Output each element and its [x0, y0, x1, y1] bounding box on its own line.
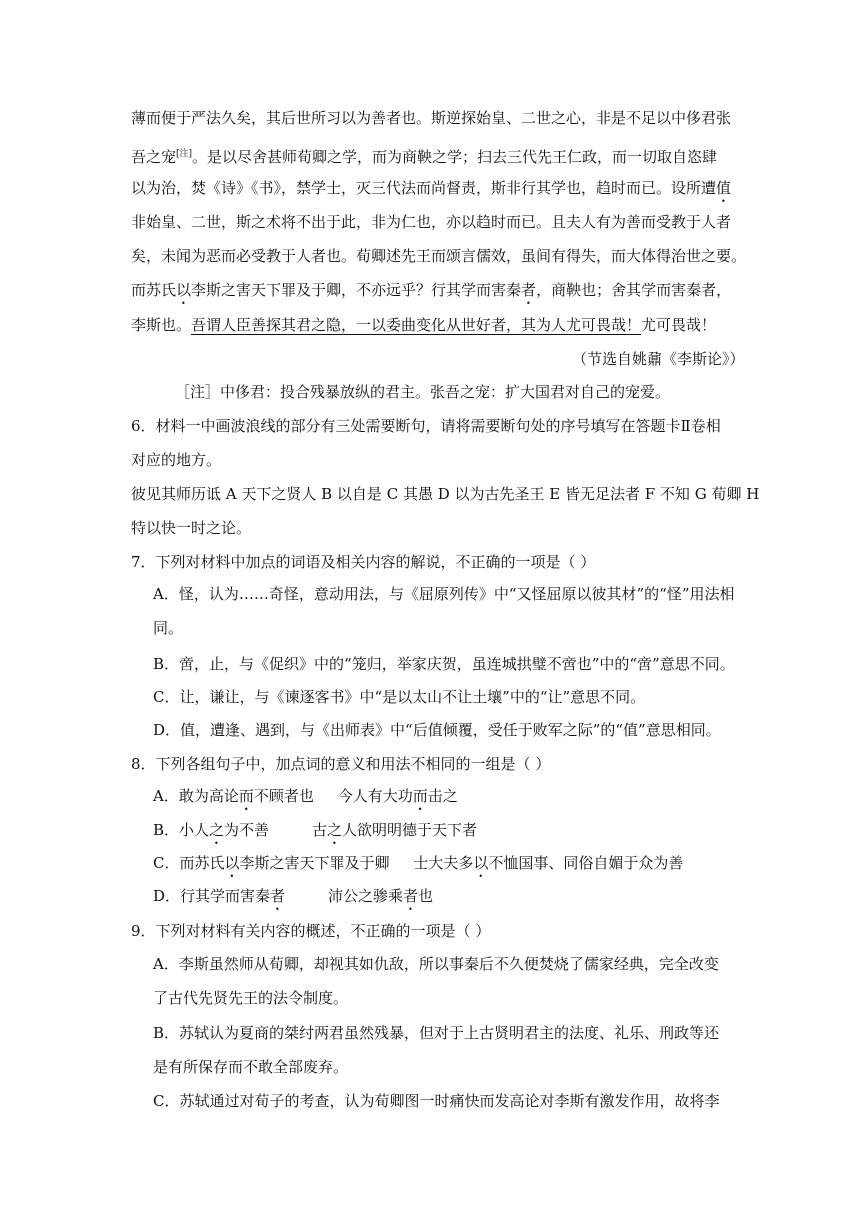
- passage-line-6: 而苏氏以李斯之害天下罪及于卿，不亦远乎？行其学而害秦者，商鞅也；舍其学而害秦者，: [131, 281, 732, 299]
- footnote-marker: [注]: [176, 149, 193, 159]
- q7-option-a-line-2: 同。: [153, 619, 184, 637]
- emphasis-word: 之: [326, 821, 342, 839]
- passage-line-3: 以为治，焚《诗》《书》，禁学士，灭三代法而尚督责，斯非行其学也，趋时而已。设所遭值: [131, 179, 732, 197]
- q8-option-d: D．行其学而害秦者 沛公之骖乘者也: [153, 887, 433, 905]
- emphasis-word: 之: [209, 821, 225, 839]
- q9-option-a-line-2: 了古代先贤先王的法令制度。: [153, 989, 349, 1007]
- q8-option-b: B．小人之为不善 古之人欲明明德于天下者: [153, 821, 477, 839]
- emphasis-word: 者: [402, 887, 418, 905]
- emphasis-word: 而: [412, 787, 428, 805]
- emphasis-word: 者: [270, 887, 286, 905]
- passage-line-2: 吾之宠[注]。是以尽舍甚师荀卿之学，而为商鞅之学；扫去三代先王仁政，而一切取自恣肆: [131, 148, 718, 166]
- q7-stem: 7．下列对材料中加点的词语及相关内容的解说，不正确的一项是（ ）: [131, 553, 596, 571]
- passage-footnote: ［注］中侈君：投合残暴放纵的君主。张吾之宠：扩大国君对自己的宠爱。: [175, 383, 671, 401]
- q6-stem-line-1: 6．材料一中画波浪线的部分有三处需要断句，请将需要断句处的序号填写在答题卡Ⅱ卷相: [131, 417, 721, 435]
- emphasis-word: 而: [238, 787, 254, 805]
- q9-option-b-line-2: 是有所保存而不敢全部废弃。: [153, 1058, 349, 1076]
- passage-line-5: 矣，未闻为恶而必受教于人者也。荀卿述先王而颂言儒效，虽间有得失，而大体得治世之要。: [131, 247, 747, 265]
- passage-line-1: 薄而便于严法久矣，其后世所习以为善者也。斯逆探始皇、二世之心，非是不足以中侈君张: [131, 109, 732, 127]
- q9-option-c-line-1: C．苏轼通过对荀子的考查，认为荀卿图一时痛快而发高论对李斯有激发作用，故将李: [153, 1092, 720, 1110]
- q7-option-d: D．值，遭逢、遇到，与《出师表》中“后值倾覆，受任于败军之际”的“值”意思相同。: [153, 721, 721, 739]
- passage-source: （节选自姚鼐《李斯论》）: [572, 350, 745, 368]
- emphasis-word: 以: [176, 281, 192, 299]
- q9-stem: 9．下列对材料有关内容的概述，不正确的一项是（ ）: [131, 922, 491, 940]
- emphasis-word: 值: [716, 179, 732, 197]
- q8-option-c: C．而苏氏以李斯之害天下罪及于卿 士大夫多以不恤国事、同俗自媚于众为善: [153, 854, 684, 872]
- q9-option-a-line-1: A．李斯虽然师从荀卿，却视其如仇敌，所以事秦后不久便焚烧了儒家经典，完全改变: [153, 955, 719, 973]
- q7-option-c: C．让，谦让，与《谏逐客书》中“是以太山不让土壤”中的“让”意思不同。: [153, 688, 646, 706]
- q9-option-b-line-1: B．苏轼认为夏商的桀纣两君虽然残暴，但对于上古贤明君主的法度、礼乐、刑政等还: [153, 1024, 720, 1042]
- q7-option-a-line-1: A．怪，认为……奇怪，意动用法，与《屈原列传》中“又怪屈原以彼其材”的“怪”用法相: [153, 585, 735, 603]
- passage-line-4: 非始皇、二世，斯之术将不出于此，非为仁也，亦以趋时而已。且夫人有为善而受教于人者: [131, 213, 732, 231]
- q6-stem-line-2: 对应的地方。: [131, 451, 222, 469]
- q6-text-line-1: 彼见其师历诋 A 天下之贤人 B 以自是 C 其愚 D 以为古先圣王 E 皆无足法者 F 不知 G 荀卿 H: [131, 485, 760, 503]
- emphasis-word: 以: [224, 854, 240, 872]
- q7-option-b: B．啻，止，与《促织》中的“笼归，举家庆贺，虽连城拱璧不啻也”中的“啻”意思不同。: [153, 655, 735, 673]
- emphasis-word: 者: [521, 281, 537, 299]
- q8-option-a: A．敢为高论而不顾者也 今人有大功而击之: [153, 787, 458, 805]
- underlined-sentence: 吾谓人臣善探其君之隐，一以委曲变化从世好者，其为人尤可畏哉！: [191, 316, 642, 334]
- emphasis-word: 以: [473, 854, 489, 872]
- passage-line-7: 李斯也。吾谓人臣善探其君之隐，一以委曲变化从世好者，其为人尤可畏哉！尤可畏哉！: [131, 316, 717, 334]
- q8-stem: 8．下列各组句子中，加点词的意义和用法不相同的一组是（ ）: [131, 755, 551, 773]
- q6-text-line-2: 特以快一时之论。: [131, 519, 252, 537]
